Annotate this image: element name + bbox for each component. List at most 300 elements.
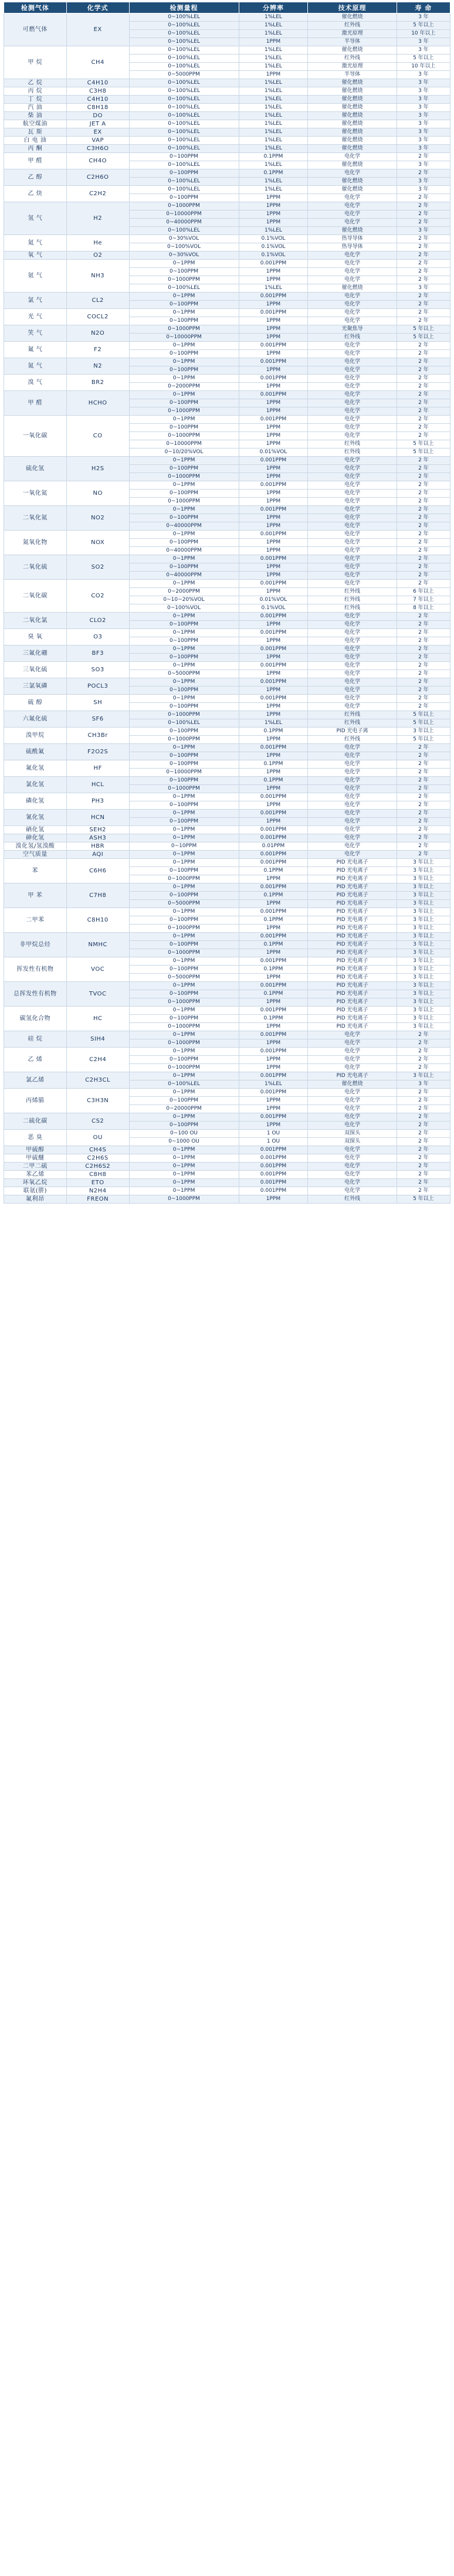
technology-cell: 电化学 (308, 342, 397, 350)
lifetime-cell: 2 年 (397, 1039, 450, 1048)
resolution-cell: 1PPM (239, 670, 308, 678)
table-row (4, 120, 450, 128)
detection-range-cell: 0~100%VOL (129, 604, 239, 613)
detection-range-cell: 0~100PPM (129, 687, 239, 695)
lifetime-cell: 2 年 (397, 490, 450, 498)
resolution-cell: 0.1PPM (239, 867, 308, 875)
table-row (4, 1195, 450, 1204)
gas-name-cell: 硅 烷 (4, 1031, 67, 1048)
lifetime-cell: 2 年 (397, 350, 450, 358)
lifetime-cell: 3 年以上 (397, 949, 450, 957)
gas-name-cell: 光 气 (4, 309, 67, 325)
resolution-cell: 1PPM (239, 687, 308, 695)
detection-range-cell: 0~100PPM (129, 752, 239, 760)
gas-name-cell: 苯乙烯 (4, 1171, 67, 1179)
lifetime-cell: 2 年 (397, 793, 450, 801)
resolution-cell: 0.1PPM (239, 916, 308, 925)
chemical-formula-cell: SO2 (66, 555, 129, 580)
table-row (4, 375, 450, 383)
resolution-cell: 1PPM (239, 547, 308, 555)
technology-cell: 电化学 (308, 1122, 397, 1130)
lifetime-cell: 2 年 (397, 301, 450, 309)
resolution-cell: 0.001PPM (239, 1163, 308, 1171)
technology-cell: 电化学 (308, 678, 397, 687)
table-row (4, 1154, 450, 1163)
detection-range-cell: 0~1PPM (129, 1171, 239, 1179)
detection-range-cell: 0~100PPM (129, 1122, 239, 1130)
table-row (4, 842, 450, 851)
gas-name-cell: 三氧化硫 (4, 662, 67, 678)
lifetime-cell: 2 年 (397, 194, 450, 202)
detection-range-cell: 0~100PPM (129, 424, 239, 432)
detection-range-cell: 0~100%LEL (129, 120, 239, 128)
gas-name-cell: 笑 气 (4, 325, 67, 342)
resolution-cell: 0.01PPM (239, 842, 308, 851)
technology-cell: 电化学 (308, 1146, 397, 1154)
chemical-formula-cell: SF6 (66, 711, 129, 728)
chemical-formula-cell: DO (66, 112, 129, 120)
technology-cell: 催化燃烧 (308, 104, 397, 112)
resolution-cell: 0.001PPM (239, 293, 308, 301)
lifetime-cell: 3 年 (397, 46, 450, 55)
table-row (4, 342, 450, 350)
detection-range-cell: 0~100PPM (129, 1097, 239, 1105)
resolution-cell: 1PPM (239, 383, 308, 391)
chemical-formula-cell: C3H3N (66, 1089, 129, 1113)
resolution-cell: 1%LEL (239, 145, 308, 153)
lifetime-cell: 5 年以上 (397, 325, 450, 334)
technology-cell: 电化学 (308, 252, 397, 260)
chemical-formula-cell: NO2 (66, 506, 129, 531)
technology-cell: 红外线 (308, 448, 397, 457)
technology-cell: 电化学 (308, 350, 397, 358)
lifetime-cell: 2 年 (397, 555, 450, 563)
detection-range-cell: 0~10000PPM (129, 769, 239, 777)
lifetime-cell: 7 年以上 (397, 596, 450, 604)
resolution-cell: 1PPM (239, 654, 308, 662)
technology-cell: 电化学 (308, 539, 397, 547)
detection-range-cell: 0~100%LEL (129, 128, 239, 137)
chemical-formula-cell: CO (66, 416, 129, 457)
detection-range-cell: 0~100PPM (129, 539, 239, 547)
gas-name-cell: 三氟化硼 (4, 645, 67, 662)
resolution-cell: 1%LEL (239, 13, 308, 22)
resolution-cell: 0.1PPM (239, 990, 308, 998)
detection-range-cell: 0~1000PPM (129, 432, 239, 440)
lifetime-cell: 3 年 (397, 1080, 450, 1089)
lifetime-cell: 3 年 (397, 145, 450, 153)
detection-range-cell: 0~100PPM (129, 301, 239, 309)
technology-cell: 半导体 (308, 38, 397, 46)
chemical-formula-cell: C2H3CL (66, 1072, 129, 1089)
technology-cell: PID 光电离子 (308, 949, 397, 957)
table-row (4, 908, 450, 916)
chemical-formula-cell: C2H6S2 (66, 1163, 129, 1171)
gas-name-cell: 氯乙烯 (4, 1072, 67, 1089)
technology-cell: 电化学 (308, 801, 397, 810)
gas-name-cell: 甲硫醇 (4, 1146, 67, 1154)
detection-range-cell: 0~1PPM (129, 1007, 239, 1015)
technology-cell: 电化学 (308, 301, 397, 309)
resolution-cell: 1%LEL (239, 161, 308, 169)
detection-range-cell: 0~100PPM (129, 350, 239, 358)
resolution-cell: 1PPM (239, 194, 308, 202)
chemical-formula-cell: CH3Br (66, 728, 129, 744)
resolution-cell: 0.001PPM (239, 416, 308, 424)
table-row (4, 629, 450, 637)
technology-cell: 热导导体 (308, 243, 397, 252)
lifetime-cell: 2 年 (397, 810, 450, 818)
detection-range-cell: 0~5000PPM (129, 71, 239, 79)
detection-range-cell: 0~100%LEL (129, 161, 239, 169)
chemical-formula-cell: VOC (66, 957, 129, 982)
resolution-cell: 1PPM (239, 490, 308, 498)
detection-range-cell: 0~1PPM (129, 342, 239, 350)
lifetime-cell: 2 年 (397, 851, 450, 859)
technology-cell: 红外线 (308, 588, 397, 596)
gas-name-cell: 一氧化碳 (4, 416, 67, 457)
technology-cell: 电化学 (308, 851, 397, 859)
detection-range-cell: 0~100PPM (129, 892, 239, 900)
detection-range-cell: 0~1PPM (129, 293, 239, 301)
detection-range-cell: 0~100PPM (129, 194, 239, 202)
chemical-formula-cell: HF (66, 760, 129, 777)
table-row (4, 358, 450, 366)
lifetime-cell: 3 年 (397, 96, 450, 104)
gas-name-cell: 空气质量 (4, 851, 67, 859)
lifetime-cell: 2 年 (397, 1097, 450, 1105)
lifetime-cell: 2 年 (397, 621, 450, 629)
lifetime-cell: 10 年以上 (397, 63, 450, 71)
chemical-formula-cell: C2H6O (66, 169, 129, 186)
lifetime-cell: 6 年以上 (397, 588, 450, 596)
detection-range-cell: 0~1000PPM (129, 498, 239, 506)
gas-name-cell: 甲 醛 (4, 153, 67, 169)
resolution-cell: 0.1PPM (239, 153, 308, 161)
detection-range-cell: 0~100%LEL (129, 719, 239, 728)
chemical-formula-cell: OU (66, 1130, 129, 1146)
resolution-cell: 1%LEL (239, 186, 308, 194)
lifetime-cell: 5 年以上 (397, 1195, 450, 1204)
technology-cell: 电化学 (308, 1048, 397, 1056)
lifetime-cell: 2 年 (397, 563, 450, 572)
detection-range-cell: 0~1PPM (129, 1179, 239, 1187)
lifetime-cell: 2 年 (397, 153, 450, 161)
detection-range-cell: 0~100PPM (129, 941, 239, 949)
resolution-cell: 1PPM (239, 276, 308, 284)
technology-cell: 电化学 (308, 473, 397, 481)
detection-range-cell: 0~100PPM (129, 490, 239, 498)
resolution-cell: 1PPM (239, 202, 308, 210)
chemical-formula-cell: NO (66, 481, 129, 506)
chemical-formula-cell: C8H8 (66, 1171, 129, 1179)
resolution-cell: 0.001PPM (239, 834, 308, 842)
detection-range-cell: 0~5000PPM (129, 900, 239, 908)
lifetime-cell: 2 年 (397, 498, 450, 506)
chemical-formula-cell: ASH3 (66, 834, 129, 842)
chemical-formula-cell: NH3 (66, 260, 129, 293)
lifetime-cell: 2 年 (397, 260, 450, 268)
detection-range-cell: 0~1PPM (129, 481, 239, 490)
detection-range-cell: 0~1PPM (129, 1146, 239, 1154)
chemical-formula-cell: EX (66, 128, 129, 137)
detection-range-cell: 0~100PPM (129, 818, 239, 826)
resolution-cell: 0.001PPM (239, 1007, 308, 1015)
technology-cell: 电化学 (308, 457, 397, 465)
technology-cell: 红外线 (308, 736, 397, 744)
lifetime-cell: 2 年 (397, 629, 450, 637)
chemical-formula-cell: SEH2 (66, 826, 129, 834)
gas-name-cell: 乙 烷 (4, 79, 67, 87)
lifetime-cell: 3 年以上 (397, 1007, 450, 1015)
lifetime-cell: 3 年以上 (397, 966, 450, 974)
chemical-formula-cell: H2 (66, 202, 129, 235)
lifetime-cell: 3 年以上 (397, 859, 450, 867)
resolution-cell: 1PPM (239, 440, 308, 448)
resolution-cell: 1%LEL (239, 46, 308, 55)
resolution-cell: 0.001PPM (239, 695, 308, 703)
lifetime-cell: 3 年 (397, 87, 450, 96)
resolution-cell: 0.1PPM (239, 169, 308, 178)
detection-range-cell: 0~100%LEL (129, 1080, 239, 1089)
detection-range-cell: 0~1PPM (129, 1031, 239, 1039)
lifetime-cell: 3 年以上 (397, 933, 450, 941)
lifetime-cell: 3 年以上 (397, 867, 450, 875)
resolution-cell: 1PPM (239, 949, 308, 957)
technology-cell: 催化燃烧 (308, 87, 397, 96)
technology-cell: 电化学 (308, 416, 397, 424)
detection-range-cell: 0~100%LEL (129, 96, 239, 104)
chemical-formula-cell: HCHO (66, 391, 129, 416)
table-row (4, 153, 450, 161)
chemical-formula-cell: SH (66, 695, 129, 711)
lifetime-cell: 3 年以上 (397, 875, 450, 883)
table-row (4, 826, 450, 834)
lifetime-cell: 2 年 (397, 465, 450, 473)
resolution-cell: 0.1PPM (239, 777, 308, 785)
gas-name-cell: 氮氧化物 (4, 531, 67, 555)
lifetime-cell: 2 年 (397, 687, 450, 695)
detection-range-cell: 0~100PPM (129, 563, 239, 572)
technology-cell: 电化学 (308, 358, 397, 366)
chemical-formula-cell: HC (66, 1007, 129, 1031)
detection-range-cell: 0~1PPM (129, 793, 239, 801)
technology-cell: 电化学 (308, 654, 397, 662)
technology-cell: 红外线 (308, 711, 397, 719)
detection-range-cell: 0~100PPM (129, 621, 239, 629)
resolution-cell: 0.001PPM (239, 342, 308, 350)
chemical-formula-cell: C6H6 (66, 859, 129, 883)
resolution-cell: 0.001PPM (239, 810, 308, 818)
resolution-cell: 1PPM (239, 38, 308, 46)
lifetime-cell: 5 年以上 (397, 711, 450, 719)
resolution-cell: 1PPM (239, 432, 308, 440)
gas-name-cell: 氦 气 (4, 235, 67, 252)
technology-cell: PID 光电离子 (308, 933, 397, 941)
resolution-cell: 1PPM (239, 407, 308, 416)
lifetime-cell: 3 年 (397, 13, 450, 22)
technology-cell: 红外线 (308, 1195, 397, 1204)
detection-range-cell: 0~100%LEL (129, 112, 239, 120)
lifetime-cell: 2 年 (397, 769, 450, 777)
detection-range-cell: 0~100PPM (129, 1015, 239, 1023)
chemical-formula-cell: C7H8 (66, 883, 129, 908)
lifetime-cell: 2 年 (397, 1138, 450, 1146)
lifetime-cell: 3 年以上 (397, 916, 450, 925)
resolution-cell: 0.001PPM (239, 1089, 308, 1097)
gas-name-cell: 丙 烷 (4, 87, 67, 96)
lifetime-cell: 3 年以上 (397, 982, 450, 990)
resolution-cell: 1PPM (239, 1056, 308, 1064)
gas-name-cell: 恶 臭 (4, 1130, 67, 1146)
detection-range-cell: 0~100PPM (129, 153, 239, 161)
resolution-cell: 1PPM (239, 334, 308, 342)
resolution-cell: 0.001PPM (239, 1187, 308, 1195)
gas-name-cell: 二甲苯 (4, 908, 67, 933)
table-row (4, 810, 450, 818)
table-row (4, 645, 450, 654)
gas-name-cell: 环氧乙烷 (4, 1179, 67, 1187)
gas-name-cell: 甲 苯 (4, 883, 67, 908)
gas-name-cell: 氮 气 (4, 358, 67, 375)
table-row (4, 834, 450, 842)
lifetime-cell: 2 年 (397, 785, 450, 793)
lifetime-cell: 3 年以上 (397, 1023, 450, 1031)
gas-name-cell: 总挥发性有机物 (4, 982, 67, 1007)
gas-name-cell: 乙 醇 (4, 169, 67, 186)
detection-range-cell: 0~100 OU (129, 1130, 239, 1138)
detection-range-cell: 0~1000PPM (129, 1023, 239, 1031)
technology-cell: 电化学 (308, 793, 397, 801)
header-resolution: 分辨率 (239, 2, 308, 13)
technology-cell: PID 光电离子 (308, 859, 397, 867)
resolution-cell: 0.001PPM (239, 506, 308, 514)
lifetime-cell: 2 年 (397, 268, 450, 276)
gas-name-cell: 丙烯腈 (4, 1089, 67, 1113)
technology-cell: 电化学 (308, 514, 397, 522)
lifetime-cell: 5 年以上 (397, 736, 450, 744)
table-row (4, 711, 450, 719)
detection-range-cell: 0~1PPM (129, 645, 239, 654)
table-row (4, 1146, 450, 1154)
detection-range-cell: 0~1000PPM (129, 473, 239, 481)
detection-range-cell: 0~1PPM (129, 375, 239, 383)
lifetime-cell: 2 年 (397, 481, 450, 490)
detection-range-cell: 0~1PPM (129, 1113, 239, 1122)
technology-cell: 电化学 (308, 391, 397, 399)
gas-name-cell: 柴 油 (4, 112, 67, 120)
lifetime-cell: 2 年 (397, 752, 450, 760)
table-row (4, 1130, 450, 1138)
detection-range-cell: 0~100%LEL (129, 63, 239, 71)
lifetime-cell: 2 年 (397, 678, 450, 687)
gas-name-cell: 丙 酮 (4, 145, 67, 153)
technology-cell: PID 光电离子 (308, 957, 397, 966)
chemical-formula-cell: CS2 (66, 1113, 129, 1130)
gas-name-cell: 硫酰氟 (4, 744, 67, 760)
resolution-cell: 1PPM (239, 801, 308, 810)
resolution-cell: 1PPM (239, 752, 308, 760)
resolution-cell: 0.001PPM (239, 580, 308, 588)
table-row (4, 457, 450, 465)
technology-cell: 电化学 (308, 637, 397, 645)
lifetime-cell: 2 年 (397, 514, 450, 522)
chemical-formula-cell: CH4O (66, 153, 129, 169)
table-row (4, 859, 450, 867)
chemical-formula-cell: C3H8 (66, 87, 129, 96)
technology-cell: 催化燃烧 (308, 186, 397, 194)
lifetime-cell: 2 年 (397, 1122, 450, 1130)
lifetime-cell: 3 年 (397, 71, 450, 79)
detection-range-cell: 0~100PPM (129, 169, 239, 178)
technology-cell: PID 光电离子 (308, 900, 397, 908)
chemical-formula-cell: HCN (66, 810, 129, 826)
technology-cell: 电化学 (308, 260, 397, 268)
detection-range-cell: 0~1000PPM (129, 276, 239, 284)
table-row (4, 79, 450, 87)
resolution-cell: 1%LEL (239, 137, 308, 145)
detection-range-cell: 0~1PPM (129, 358, 239, 366)
lifetime-cell: 2 年 (397, 637, 450, 645)
chemical-formula-cell: C3H6O (66, 145, 129, 153)
table-row (4, 416, 450, 424)
lifetime-cell: 2 年 (397, 670, 450, 678)
gas-name-cell: 甲 烷 (4, 46, 67, 79)
detection-range-cell: 0~1000PPM (129, 325, 239, 334)
lifetime-cell: 2 年 (397, 613, 450, 621)
lifetime-cell: 2 年 (397, 695, 450, 703)
lifetime-cell: 2 年 (397, 547, 450, 555)
technology-cell: 电化学 (308, 1154, 397, 1163)
resolution-cell: 0.1%VOL (239, 235, 308, 243)
detection-range-cell: 0~1PPM (129, 629, 239, 637)
resolution-cell: 1%LEL (239, 112, 308, 120)
resolution-cell: 1PPM (239, 769, 308, 777)
chemical-formula-cell: F2 (66, 342, 129, 358)
lifetime-cell: 2 年 (397, 1056, 450, 1064)
detection-range-cell: 0~1PPM (129, 457, 239, 465)
resolution-cell: 1PPM (239, 818, 308, 826)
detection-range-cell: 0~100%LEL (129, 30, 239, 38)
technology-cell: 催化燃烧 (308, 46, 397, 55)
chemical-formula-cell: F2O2S (66, 744, 129, 760)
chemical-formula-cell: EX (66, 13, 129, 46)
lifetime-cell: 2 年 (397, 366, 450, 375)
technology-cell: 电化学 (308, 826, 397, 834)
detection-range-cell: 0~1PPM (129, 1163, 239, 1171)
technology-cell: 电化学 (308, 613, 397, 621)
lifetime-cell: 2 年 (397, 1146, 450, 1154)
technology-cell: 电化学 (308, 547, 397, 555)
technology-cell: PID 光电离子 (308, 966, 397, 974)
chemical-formula-cell: SO3 (66, 662, 129, 678)
table-row (4, 662, 450, 670)
chemical-formula-cell: H2S (66, 457, 129, 481)
detection-range-cell: 0~1PPM (129, 1048, 239, 1056)
lifetime-cell: 2 年 (397, 457, 450, 465)
chemical-formula-cell: C2H6S (66, 1154, 129, 1163)
gas-name-cell: 联氨(肼) (4, 1187, 67, 1195)
resolution-cell: 0.1%VOL (239, 604, 308, 613)
detection-range-cell: 0~1000PPM (129, 736, 239, 744)
detection-range-cell: 0~100%LEL (129, 55, 239, 63)
gas-name-cell: 硫化氢 (4, 457, 67, 481)
technology-cell: 电化学 (308, 834, 397, 842)
resolution-cell: 0.001PPM (239, 908, 308, 916)
lifetime-cell: 5 年以上 (397, 334, 450, 342)
resolution-cell: 1%LEL (239, 87, 308, 96)
chemical-formula-cell: C8H18 (66, 104, 129, 112)
